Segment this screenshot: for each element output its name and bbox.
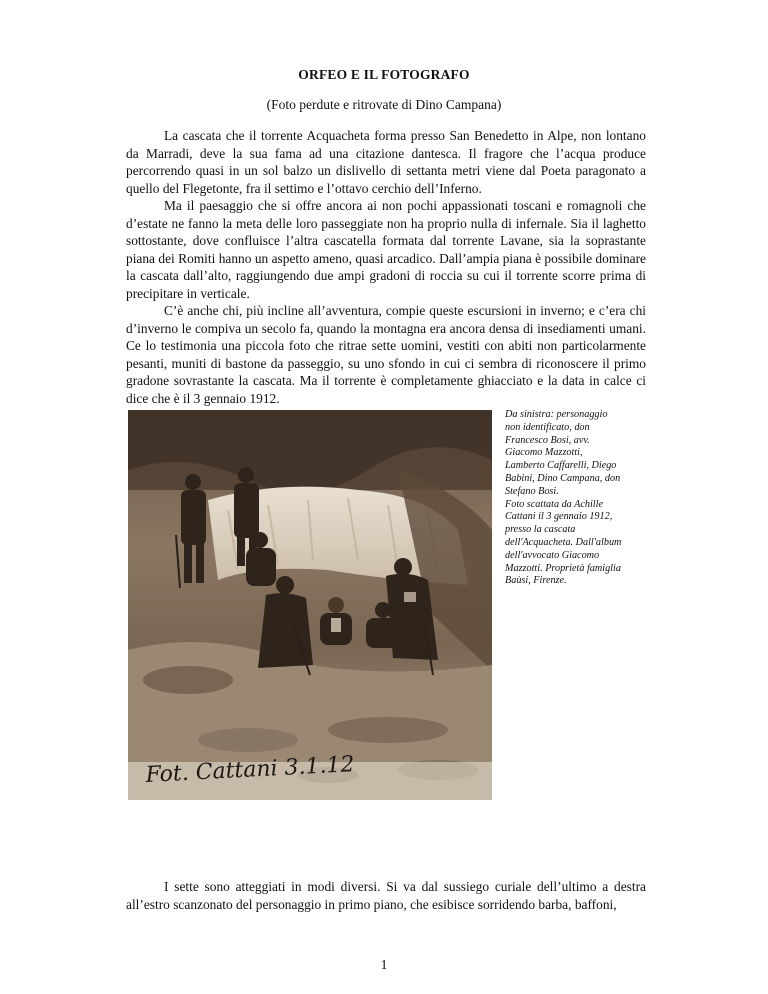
caption-line: Francesco Bosi, avv. — [505, 434, 590, 446]
paragraph-3: C’è anche chi, più incline all’avventura, compie queste escursioni in inverno; e c’era chi d’inverno le compiva un secolo fa, quando la montagna era ancora densa di insediamenti umani. Ce lo testimonia una piccola foto che ritrae sette uomini, vestiti con abiti non particolarmente pesanti, muniti di bastone da passeggio, su uno sfondo in cui ci sembra di riconoscere il primo gradone sovrastante la cascata. Ma il torrente è completamente ghiacciato e la data in calce ci dice che è il 3 gennaio 1912. — [126, 303, 646, 406]
paragraph-1: La cascata che il torrente Acquacheta forma presso San Benedetto in Alpe, non lontano da Marradi, deve la sua fama ad una citazione dantesca. Il fragore che l’acqua produce percorrendo quasi in un sol balzo un dislivello di settanta metri viene dal Poeta paragonato a quello del Flegetonte, fra il settimo e l’ottavo cerchio dell’Inferno. — [126, 128, 646, 196]
caption-line: Baùsi, Firenze. — [505, 575, 567, 587]
caption-line: Stefano Bosi. — [505, 485, 559, 497]
caption-line: Cattani il 3 gennaio 1912, — [505, 511, 613, 523]
caption-line: Da sinistra: personaggio — [505, 409, 608, 420]
caption-line: Foto scattata da Achille — [505, 498, 603, 510]
document-subtitle: (Foto perdute e ritrovate di Dino Campana) — [266, 97, 502, 112]
caption-line: Babini, Dino Campana, don — [505, 472, 621, 484]
bottom-text — [126, 878, 646, 913]
document-title: ORFEO E IL FOTOGRAFO — [298, 67, 470, 82]
caption-line: presso la cascata — [505, 524, 576, 536]
caption-line: Mazzotti. Proprietà famiglia — [505, 562, 621, 574]
photo-caption — [505, 409, 645, 588]
body-text — [126, 127, 646, 407]
caption-line: dell'Acquacheta. Dall'album — [505, 536, 622, 548]
caption-line: non identificato, don — [505, 421, 590, 433]
page-number: 1 — [380, 957, 388, 972]
caption-line: Lamberto Caffarelli, Diego — [505, 460, 617, 472]
historic-group-photo — [128, 410, 492, 800]
paragraph-4: I sette sono atteggiati in modi diversi. Si va dal sussiego curiale dell’ultimo a destra all’estro scanzonato del personaggio in primo piano, che esibisce sorridendo barba, baffoni, — [126, 879, 646, 912]
photo-inscription: Fot. Cattani 3.1.12 — [145, 752, 356, 788]
caption-line: dell'avvocato Giacomo — [505, 549, 600, 561]
paragraph-2: Ma il paesaggio che si offre ancora ai non pochi appassionati toscani e romagnoli che d’estate ne fanno la meta delle loro passeggiate non ha proprio nulla di infernale. Sia il laghetto sottostante, dove confluisce l’altra cascatella formata dal torrente Lavane, sia la soprastante piana dei Romiti hanno un aspetto ameno, quasi arcadico. Dall’ampia piana è possibile dominare la cascata dall’alto, raggiungendo due ampi gradoni di roccia su cui il torrente scorre prima di precipitare in verticale. — [126, 198, 646, 301]
caption-line: Giacomo Mazzotti, — [505, 447, 583, 459]
